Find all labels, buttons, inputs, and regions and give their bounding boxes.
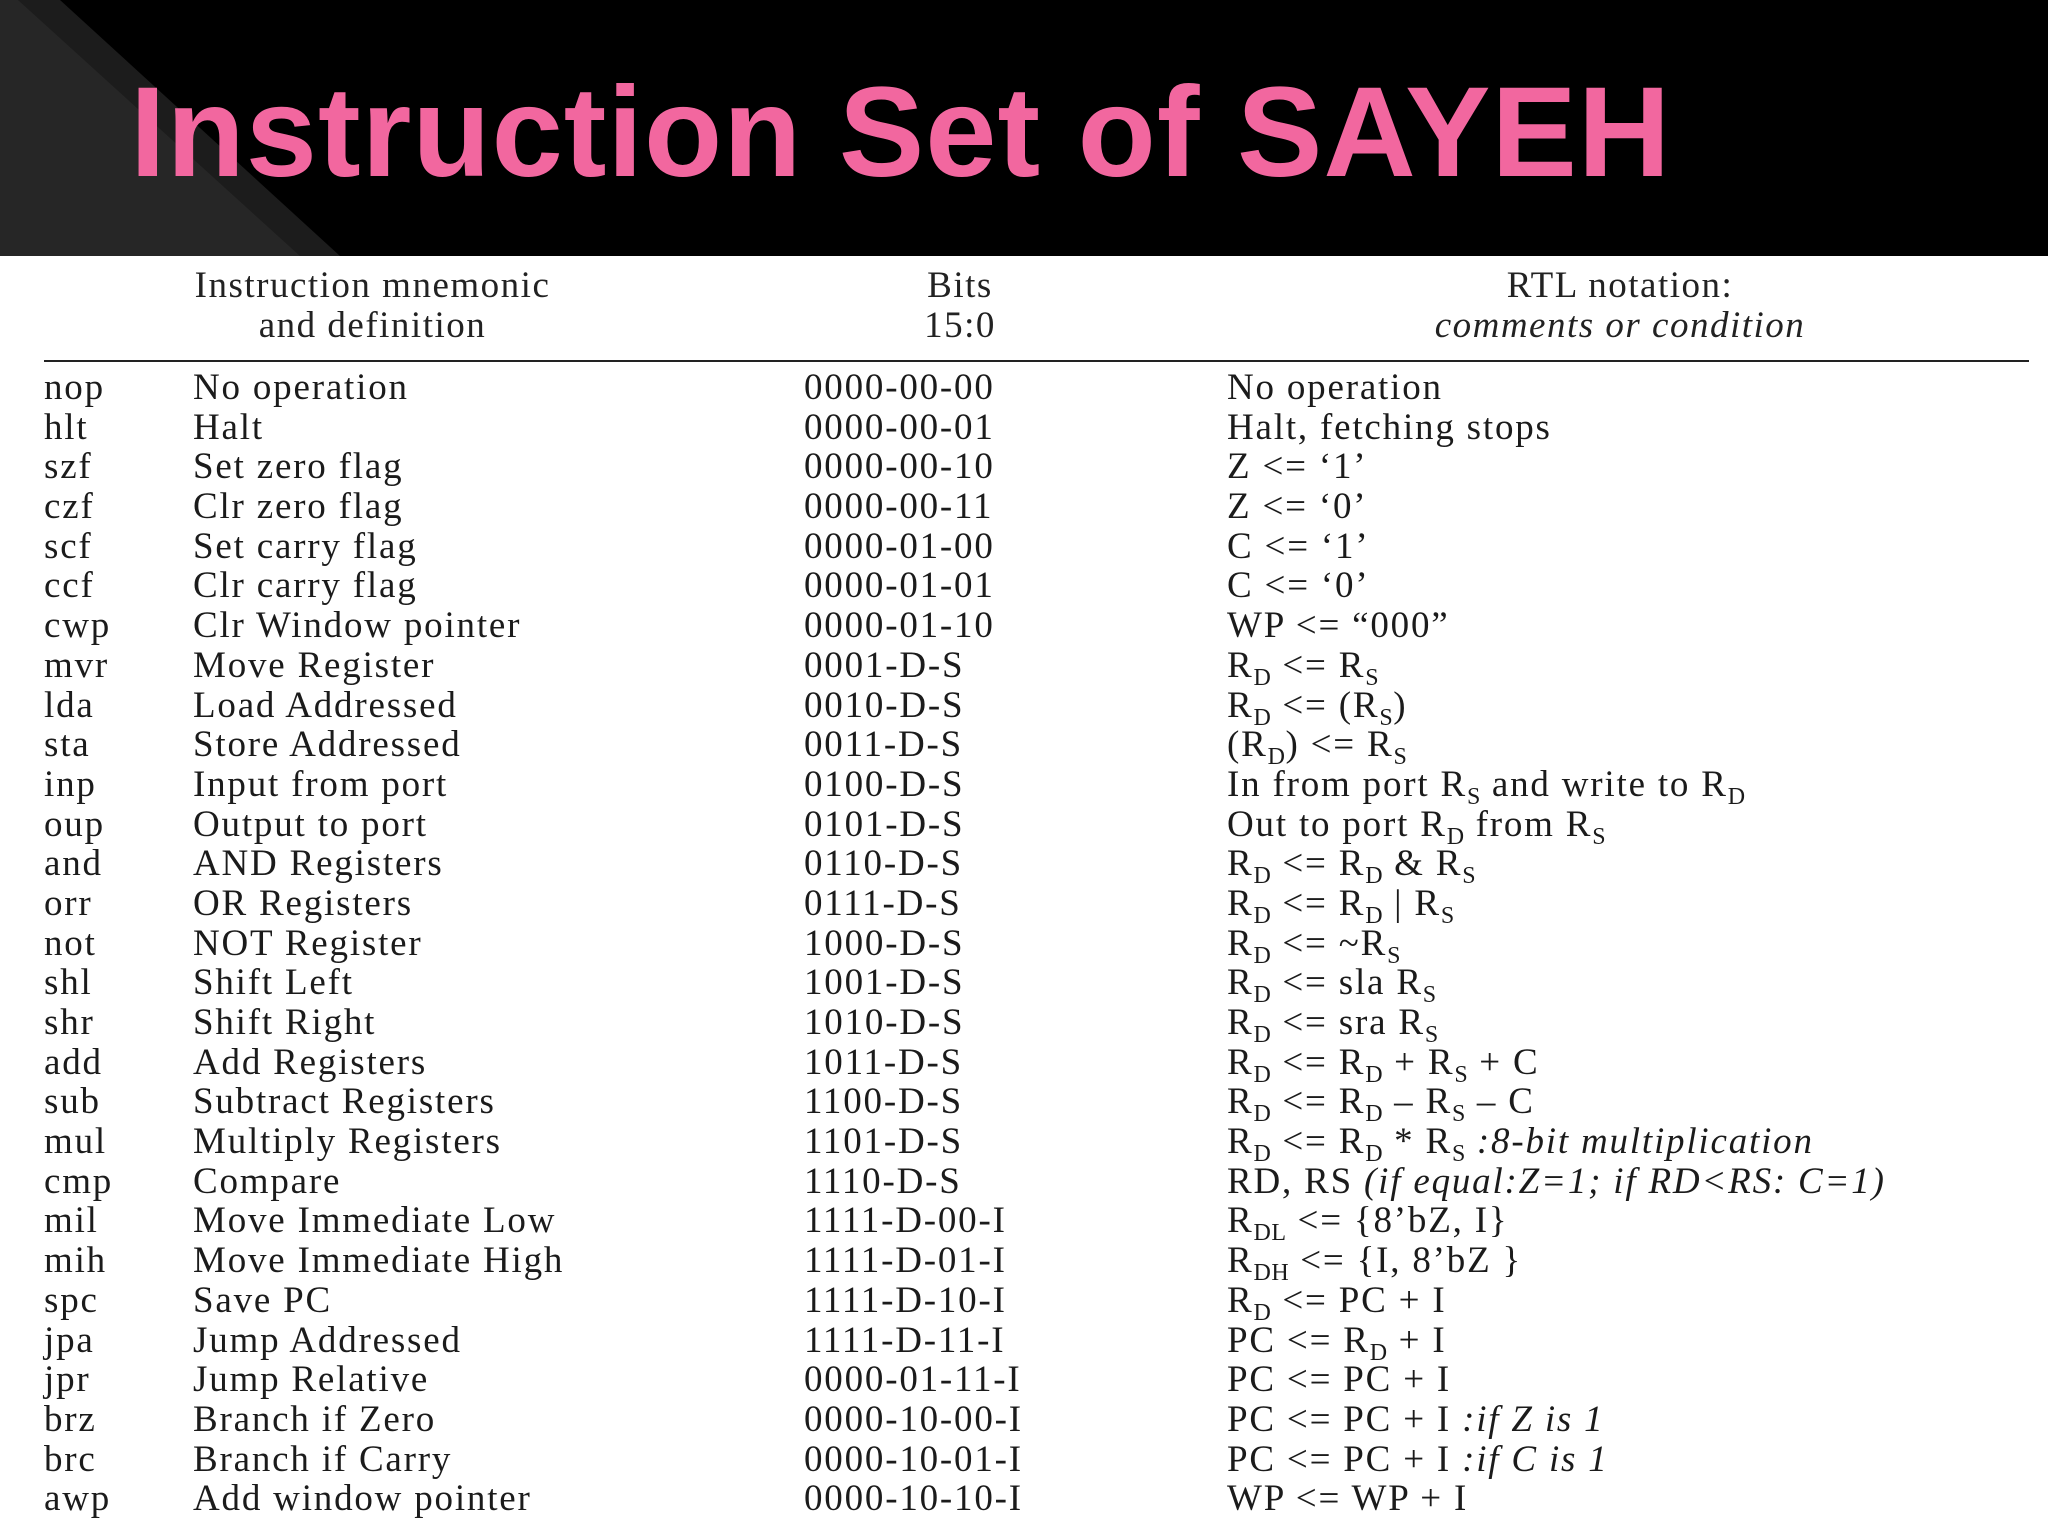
rtl-text: <= PC + I bbox=[1271, 1279, 1447, 1321]
instruction-mnemonic: nop bbox=[44, 367, 105, 408]
table-row bbox=[0, 1360, 2048, 1400]
instruction-definition: Compare bbox=[193, 1160, 342, 1202]
instruction-definition: Add Registers bbox=[193, 1041, 428, 1083]
rtl-comment: (if equal:Z=1; if RD<RS: C=1) bbox=[1364, 1160, 1886, 1202]
header-bits bbox=[860, 266, 1060, 346]
rtl-text: <= R bbox=[1271, 1041, 1366, 1083]
rtl-subscript: S bbox=[1451, 1101, 1466, 1128]
instruction-definition: Multiply Registers bbox=[193, 1121, 502, 1163]
instruction-mnemonic: szf bbox=[44, 446, 93, 488]
rtl-subscript: DL bbox=[1253, 1220, 1287, 1247]
instruction-definition: Clr carry flag bbox=[193, 565, 418, 607]
rtl-text: R bbox=[1227, 1121, 1254, 1163]
rtl-subscript: S bbox=[1462, 863, 1477, 890]
instruction-rtl bbox=[1227, 1081, 1535, 1128]
slide-header bbox=[0, 0, 2048, 256]
table-row bbox=[0, 684, 2048, 731]
rtl-text: R bbox=[1227, 882, 1254, 924]
instruction-mnemonic: mil bbox=[44, 1200, 99, 1242]
rtl-text: PC <= PC + I bbox=[1227, 1359, 1452, 1401]
header-bits-line2: 15:0 bbox=[924, 305, 996, 346]
header-divider bbox=[44, 360, 2029, 362]
rtl-subscript: D bbox=[1253, 704, 1272, 731]
rtl-text: PC <= R bbox=[1227, 1319, 1370, 1361]
instruction-rtl bbox=[1227, 1279, 1447, 1326]
instruction-bits: 0000-01-01 bbox=[804, 565, 995, 607]
instruction-rtl bbox=[1227, 882, 1455, 929]
instruction-bits: 0000-10-01-I bbox=[804, 1438, 1023, 1480]
instruction-bits: 1111-D-01-I bbox=[804, 1240, 1007, 1282]
instruction-bits: 1000-D-S bbox=[804, 922, 965, 964]
instruction-definition: NOT Register bbox=[193, 922, 423, 964]
table-row bbox=[0, 1041, 2048, 1088]
instruction-definition: Move Register bbox=[193, 644, 436, 686]
table-row bbox=[0, 1440, 2048, 1480]
rtl-subscript: D bbox=[1253, 1022, 1272, 1048]
instruction-rtl bbox=[1227, 1162, 1886, 1202]
instruction-rtl bbox=[1227, 1319, 1447, 1366]
instruction-bits: 0011-D-S bbox=[804, 724, 963, 766]
rtl-text: <= R bbox=[1271, 644, 1366, 686]
rtl-text: WP <= “000” bbox=[1227, 605, 1450, 647]
instruction-bits: 0010-D-S bbox=[804, 684, 965, 726]
table-row bbox=[0, 724, 2048, 771]
header-bits-line1: Bits bbox=[927, 265, 993, 306]
instruction-rtl bbox=[1227, 684, 1408, 731]
instruction-definition: Branch if Carry bbox=[193, 1438, 453, 1480]
rtl-text: R bbox=[1227, 1002, 1254, 1043]
rtl-text: PC <= PC + I bbox=[1227, 1438, 1463, 1480]
instruction-definition: Branch if Zero bbox=[193, 1398, 436, 1440]
instruction-bits: 0000-00-11 bbox=[804, 486, 994, 528]
instruction-bits: 0000-01-00 bbox=[804, 525, 995, 567]
rtl-text: & R bbox=[1383, 843, 1463, 885]
rtl-subscript: S bbox=[1379, 704, 1394, 731]
rtl-text: ) bbox=[1393, 684, 1408, 726]
instruction-rtl bbox=[1227, 763, 1746, 810]
rtl-text: In from port R bbox=[1227, 763, 1467, 805]
rtl-text: <= ~R bbox=[1271, 922, 1388, 964]
instruction-definition: Move Immediate Low bbox=[193, 1200, 557, 1242]
rtl-subscript: D bbox=[1369, 1339, 1388, 1366]
instruction-bits: 0001-D-S bbox=[804, 644, 965, 686]
instruction-mnemonic: shl bbox=[44, 962, 93, 1004]
rtl-text: (R bbox=[1227, 724, 1268, 766]
table-row bbox=[0, 763, 2048, 810]
instruction-bits: 0110-D-S bbox=[804, 843, 963, 885]
rtl-subscript: S bbox=[1424, 1022, 1439, 1048]
rtl-text: R bbox=[1227, 922, 1254, 964]
instruction-bits: 1111-D-11-I bbox=[804, 1319, 1006, 1361]
rtl-text: <= {I, 8’bZ } bbox=[1289, 1240, 1523, 1282]
instruction-rtl bbox=[1227, 724, 1408, 771]
instruction-rtl bbox=[1227, 1200, 1509, 1247]
header-mnemonic-line1: Instruction mnemonic bbox=[194, 265, 551, 306]
rtl-subscript: S bbox=[1592, 823, 1607, 850]
instruction-bits: 1010-D-S bbox=[804, 1002, 965, 1043]
rtl-text: from R bbox=[1464, 803, 1593, 845]
instruction-mnemonic: shr bbox=[44, 1002, 95, 1043]
instruction-mnemonic: spc bbox=[44, 1279, 99, 1321]
instruction-bits: 0000-10-00-I bbox=[804, 1398, 1023, 1440]
instruction-definition: Output to port bbox=[193, 803, 428, 845]
instruction-mnemonic: inp bbox=[44, 763, 97, 805]
instruction-definition: OR Registers bbox=[193, 882, 413, 924]
instruction-bits: 1011-D-S bbox=[804, 1041, 963, 1083]
header-rtl-line2: comments or condition bbox=[1434, 305, 1806, 346]
instruction-mnemonic: mih bbox=[44, 1240, 107, 1282]
instruction-mnemonic: scf bbox=[44, 525, 93, 567]
slide-title: Instruction Set of SAYEH bbox=[130, 61, 1672, 204]
instruction-bits: 0000-10-10-I bbox=[804, 1478, 1023, 1520]
rtl-text: R bbox=[1227, 644, 1254, 686]
rtl-text: <= (R bbox=[1271, 684, 1380, 726]
instruction-definition: Load Addressed bbox=[193, 684, 458, 726]
rtl-text: – C bbox=[1465, 1081, 1535, 1123]
instruction-mnemonic: brz bbox=[44, 1398, 97, 1440]
rtl-text: – R bbox=[1383, 1081, 1452, 1123]
instruction-bits: 1111-D-00-I bbox=[804, 1200, 1007, 1242]
rtl-subscript: S bbox=[1451, 1141, 1466, 1168]
instruction-definition: Jump Addressed bbox=[193, 1319, 462, 1361]
instruction-definition: Add window pointer bbox=[193, 1478, 532, 1520]
rtl-text: PC <= PC + I bbox=[1227, 1398, 1463, 1440]
instruction-bits: 1100-D-S bbox=[804, 1081, 963, 1123]
table-row bbox=[0, 566, 2048, 606]
table-row bbox=[0, 408, 2048, 448]
instruction-bits: 0100-D-S bbox=[804, 763, 965, 805]
instruction-mnemonic: add bbox=[44, 1041, 103, 1083]
table-row bbox=[0, 962, 2048, 1009]
instruction-bits: 0000-00-10 bbox=[804, 446, 995, 488]
rtl-comment: :8-bit multiplication bbox=[1476, 1121, 1814, 1163]
table-row bbox=[0, 922, 2048, 969]
instruction-definition: Clr zero flag bbox=[193, 486, 404, 528]
instruction-mnemonic: sta bbox=[44, 724, 91, 766]
instruction-mnemonic: mvr bbox=[44, 644, 110, 686]
rtl-text: <= R bbox=[1271, 1121, 1366, 1163]
table-row bbox=[0, 644, 2048, 691]
instruction-definition: Shift Left bbox=[193, 962, 354, 1004]
instruction-rtl bbox=[1227, 1002, 1439, 1048]
header-mnemonic bbox=[100, 266, 645, 346]
rtl-subscript: S bbox=[1393, 744, 1408, 771]
instruction-rtl bbox=[1227, 368, 1443, 408]
instruction-bits: 0101-D-S bbox=[804, 803, 965, 845]
instruction-rtl bbox=[1227, 803, 1607, 850]
rtl-text: <= {8’bZ, I} bbox=[1286, 1200, 1509, 1242]
rtl-subscript: D bbox=[1365, 1141, 1384, 1168]
rtl-text: R bbox=[1227, 962, 1254, 1004]
table-row bbox=[0, 843, 2048, 890]
table-row bbox=[0, 1279, 2048, 1326]
rtl-subscript: S bbox=[1440, 902, 1455, 929]
instruction-rtl bbox=[1227, 527, 1369, 567]
instruction-definition: No operation bbox=[193, 367, 409, 408]
rtl-text: WP <= WP + I bbox=[1227, 1478, 1469, 1520]
instruction-mnemonic: jpa bbox=[44, 1319, 95, 1361]
rtl-text: <= R bbox=[1271, 843, 1366, 885]
table-row bbox=[0, 527, 2048, 567]
instruction-bits: 0111-D-S bbox=[804, 882, 962, 924]
rtl-text: R bbox=[1227, 1041, 1254, 1083]
rtl-text: RD, RS bbox=[1227, 1160, 1365, 1202]
instruction-mnemonic: brc bbox=[44, 1438, 97, 1480]
instruction-definition: Move Immediate High bbox=[193, 1240, 565, 1282]
rtl-text: R bbox=[1227, 1081, 1254, 1123]
table-row bbox=[0, 487, 2048, 527]
table-row bbox=[0, 1081, 2048, 1128]
instruction-bits: 1101-D-S bbox=[804, 1121, 963, 1163]
instruction-rtl bbox=[1227, 606, 1450, 646]
instruction-definition: Save PC bbox=[193, 1279, 333, 1321]
rtl-subscript: S bbox=[1387, 942, 1401, 969]
rtl-text: ) <= R bbox=[1285, 724, 1394, 766]
rtl-text: <= sla R bbox=[1271, 962, 1423, 1004]
instruction-definition: AND Registers bbox=[193, 843, 444, 885]
rtl-subscript: S bbox=[1466, 783, 1481, 810]
instruction-mnemonic: oup bbox=[44, 803, 105, 845]
rtl-subscript: D bbox=[1267, 744, 1286, 771]
table-row bbox=[0, 1400, 2048, 1440]
instruction-definition: Shift Right bbox=[193, 1002, 377, 1043]
table-row bbox=[0, 882, 2048, 929]
instruction-mnemonic: not bbox=[44, 922, 97, 964]
rtl-subscript: D bbox=[1253, 942, 1272, 969]
instruction-mnemonic: cwp bbox=[44, 605, 112, 647]
rtl-text: C <= ‘1’ bbox=[1227, 525, 1370, 567]
instruction-definition: Subtract Registers bbox=[193, 1081, 496, 1123]
rtl-text: R bbox=[1227, 1200, 1254, 1242]
instruction-definition: Set zero flag bbox=[193, 446, 404, 488]
instruction-rtl bbox=[1227, 1479, 1468, 1519]
rtl-text: * R bbox=[1383, 1121, 1452, 1163]
instruction-mnemonic: ccf bbox=[44, 565, 95, 607]
rtl-text: R bbox=[1227, 684, 1254, 726]
rtl-text: <= R bbox=[1271, 882, 1366, 924]
rtl-subscript: D bbox=[1253, 902, 1272, 929]
rtl-subscript: D bbox=[1253, 1141, 1272, 1168]
instruction-definition: Halt bbox=[193, 406, 264, 448]
instruction-bits: 0000-01-10 bbox=[804, 605, 995, 647]
rtl-subscript: DH bbox=[1253, 1260, 1290, 1287]
rtl-text: Halt, fetching stops bbox=[1227, 406, 1552, 448]
table-row bbox=[0, 1200, 2048, 1247]
instruction-rows bbox=[0, 368, 2048, 1519]
rtl-subscript: D bbox=[1365, 863, 1384, 890]
rtl-text: + R bbox=[1383, 1041, 1455, 1083]
table-row bbox=[0, 368, 2048, 408]
instruction-bits: 1111-D-10-I bbox=[804, 1279, 1007, 1321]
instruction-mnemonic: mul bbox=[44, 1121, 107, 1163]
rtl-subscript: S bbox=[1422, 982, 1437, 1009]
header-mnemonic-line2: and definition bbox=[258, 305, 487, 346]
instruction-bits: 1110-D-S bbox=[804, 1160, 962, 1202]
table-header bbox=[0, 266, 2048, 366]
header-rtl-line1: RTL notation: bbox=[1506, 265, 1734, 306]
rtl-subscript: S bbox=[1365, 664, 1380, 691]
table-row bbox=[0, 1479, 2048, 1519]
instruction-bits: 0000-00-01 bbox=[804, 406, 995, 448]
instruction-rtl bbox=[1227, 962, 1437, 1009]
instruction-bits: 0000-01-11-I bbox=[804, 1359, 1022, 1401]
rtl-text: R bbox=[1227, 843, 1254, 885]
instruction-mnemonic: sub bbox=[44, 1081, 101, 1123]
instruction-mnemonic: hlt bbox=[44, 406, 89, 448]
instruction-rtl bbox=[1227, 1400, 1604, 1440]
instruction-mnemonic: orr bbox=[44, 882, 93, 924]
rtl-text: Z <= ‘1’ bbox=[1227, 446, 1368, 488]
instruction-mnemonic: and bbox=[44, 843, 103, 885]
rtl-text: No operation bbox=[1227, 367, 1443, 408]
instruction-rtl bbox=[1227, 447, 1367, 487]
table-row bbox=[0, 447, 2048, 487]
instruction-rtl bbox=[1227, 1360, 1451, 1400]
header-rtl bbox=[1330, 266, 1910, 346]
rtl-subscript: D bbox=[1253, 982, 1272, 1009]
instruction-rtl bbox=[1227, 487, 1367, 527]
rtl-text: R bbox=[1227, 1240, 1254, 1282]
rtl-text bbox=[1466, 1121, 1477, 1162]
table-row bbox=[0, 1121, 2048, 1168]
instruction-definition: Jump Relative bbox=[193, 1359, 430, 1401]
rtl-text: + C bbox=[1468, 1041, 1540, 1083]
rtl-subscript: D bbox=[1253, 863, 1272, 890]
table-row bbox=[0, 606, 2048, 646]
rtl-comment: :if C is 1 bbox=[1462, 1438, 1609, 1480]
rtl-subscript: D bbox=[1253, 1061, 1272, 1088]
instruction-definition: Clr Window pointer bbox=[193, 605, 522, 647]
instruction-mnemonic: awp bbox=[44, 1478, 112, 1520]
instruction-definition: Input from port bbox=[193, 763, 449, 805]
instruction-rtl bbox=[1227, 1121, 1814, 1168]
rtl-subscript: D bbox=[1727, 783, 1746, 810]
instruction-rtl bbox=[1227, 1440, 1609, 1480]
instruction-rtl bbox=[1227, 644, 1380, 691]
rtl-text: Out to port R bbox=[1227, 803, 1447, 845]
rtl-text: and write to R bbox=[1480, 763, 1728, 805]
table-row bbox=[0, 1319, 2048, 1366]
rtl-subscript: D bbox=[1365, 902, 1384, 929]
instruction-bits: 0000-00-00 bbox=[804, 367, 995, 408]
rtl-subscript: D bbox=[1446, 823, 1465, 850]
rtl-text: C <= ‘0’ bbox=[1227, 565, 1370, 607]
instruction-mnemonic: czf bbox=[44, 486, 95, 528]
table-row bbox=[0, 1240, 2048, 1287]
rtl-subscript: S bbox=[1454, 1061, 1469, 1088]
instruction-rtl bbox=[1227, 843, 1477, 890]
rtl-text: <= R bbox=[1271, 1081, 1366, 1123]
rtl-subscript: D bbox=[1365, 1101, 1384, 1128]
rtl-text: R bbox=[1227, 1279, 1254, 1321]
table-row bbox=[0, 1162, 2048, 1202]
rtl-subscript: D bbox=[1253, 1101, 1272, 1128]
table-area bbox=[0, 256, 2048, 1536]
rtl-text: <= sra R bbox=[1271, 1002, 1425, 1043]
rtl-text: Z <= ‘0’ bbox=[1227, 486, 1368, 528]
instruction-rtl bbox=[1227, 408, 1552, 448]
rtl-text: | R bbox=[1383, 882, 1441, 924]
instruction-mnemonic: jpr bbox=[44, 1359, 91, 1401]
table-row bbox=[0, 1002, 2048, 1048]
rtl-subscript: D bbox=[1253, 1299, 1272, 1326]
rtl-comment: :if Z is 1 bbox=[1462, 1398, 1605, 1440]
instruction-bits: 1001-D-S bbox=[804, 962, 965, 1004]
instruction-mnemonic: cmp bbox=[44, 1160, 114, 1202]
instruction-definition: Store Addressed bbox=[193, 724, 462, 766]
instruction-rtl bbox=[1227, 1240, 1523, 1287]
instruction-rtl bbox=[1227, 922, 1401, 969]
table-row bbox=[0, 803, 2048, 850]
rtl-subscript: D bbox=[1365, 1061, 1384, 1088]
instruction-mnemonic: lda bbox=[44, 684, 95, 726]
rtl-text: + I bbox=[1387, 1319, 1447, 1361]
instruction-rtl bbox=[1227, 1041, 1540, 1088]
rtl-subscript: D bbox=[1253, 664, 1272, 691]
instruction-rtl bbox=[1227, 566, 1369, 606]
instruction-definition: Set carry flag bbox=[193, 525, 418, 567]
